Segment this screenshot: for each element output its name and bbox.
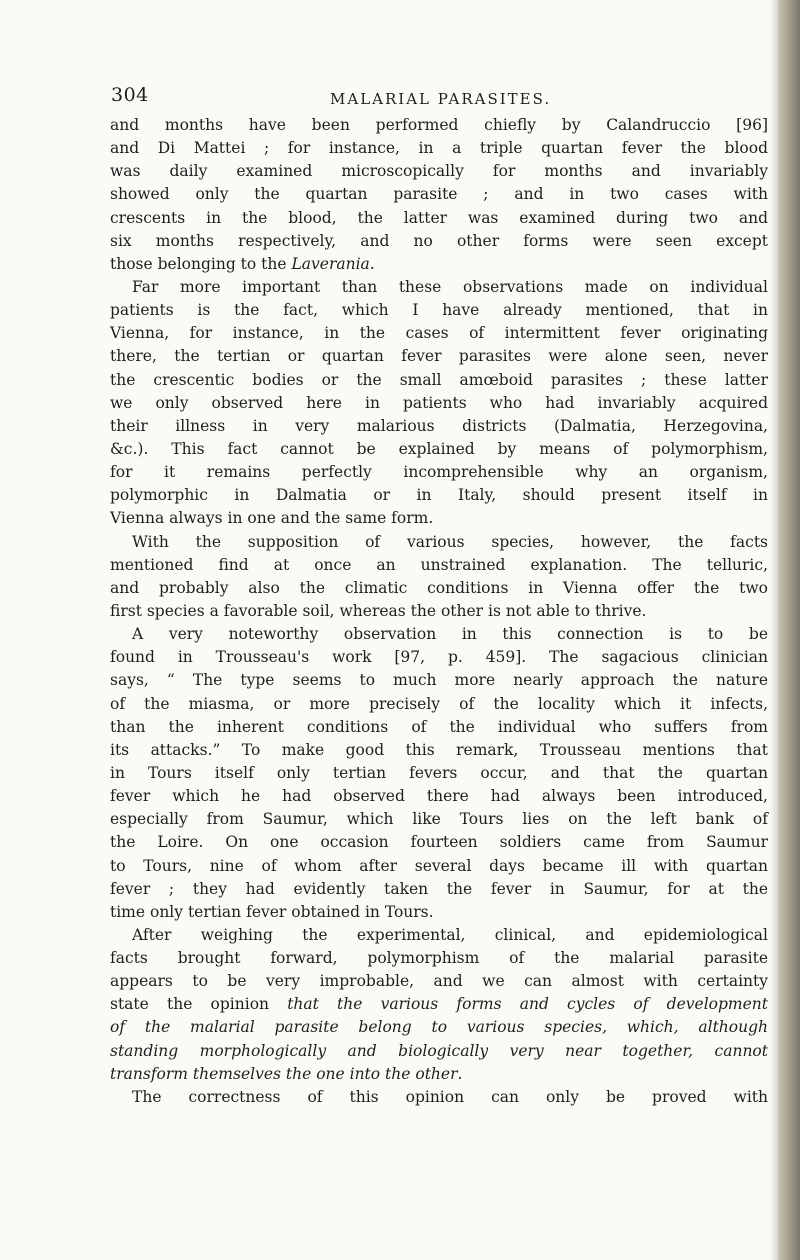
text-line: of the malarial parasite belong to various species, which, although [110,1018,768,1037]
text-line: to Tours, nine of whom after several days became ill with quartan [110,856,768,875]
page-edge [778,0,800,1260]
text-line: in Tours itself only tertian fevers occur, and that the quartan [110,763,768,782]
text-line: fever which he had observed there had always been introduced, [110,787,768,806]
text-line: especially from Saumur, which like Tours lies on the left bank of [110,810,768,829]
page-number: 304 [111,84,149,106]
text-body [110,114,768,1109]
italic-text: that the various forms and cycles of development [287,995,768,1014]
italic-text: Laverania [291,254,370,273]
text-line: time only tertian fever obtained in Tours. [110,902,434,921]
running-title: MALARIAL PARASITES. [330,90,552,108]
text-line: there, the tertian or quartan fever parasites were alone seen, never [110,347,768,366]
text-line: polymorphic in Dalmatia or in Italy, should present itself in [110,486,768,505]
text-line: says, “ The type seems to much more nearly approach the nature [110,671,768,690]
text-line: their illness in very malarious districts (Dalmatia, Herzegovina, [110,416,768,435]
text-line: facts brought forward, polymorphism of the malarial parasite [110,949,768,968]
text-line: Vienna, for instance, in the cases of intermittent fever originating [110,324,768,343]
page-shadow [770,0,778,1260]
text-line: A very noteworthy observation in this connection is to be [132,625,768,644]
text-line: transform themselves the one into the other. [110,1064,463,1083]
text-line: and Di Mattei ; for instance, in a triple quartan fever the blood [110,139,768,158]
text-line: Vienna always in one and the same form. [110,509,434,528]
text-line: and months have been performed chiefly by Calandruccio [96] [110,116,768,134]
text-line: state the opinion that the various forms and cycles of development [110,995,768,1014]
text-line: the crescentic bodies or the small amœboid parasites ; these latter [110,370,768,389]
text-line: crescents in the blood, the latter was examined during two and [110,208,768,227]
text-line: mentioned find at once an unstrained explanation. The telluric, [110,555,768,574]
text-line: With the supposition of various species, however, the facts [132,532,768,551]
text-line: patients is the fact, which I have already mentioned, that in [110,301,768,320]
text-line: for it remains perfectly incomprehensible why an organism, [110,463,768,482]
text-line: than the inherent conditions of the individual who suffers from [110,717,768,736]
text-line: six months respectively, and no other forms were seen except [110,231,768,250]
text-line: the Loire. On one occasion fourteen soldiers came from Saumur [110,833,768,852]
text-line: was daily examined microscopically for months and invariably [110,162,768,181]
text-line: After weighing the experimental, clinical, and epidemiological [132,925,768,944]
italic-text: transform themselves the one into the other [110,1064,458,1083]
text-line: showed only the quartan parasite ; and in two cases with [110,185,768,204]
text-line: found in Trousseau's work [97, p. 459]. The sagacious clinician [110,648,768,667]
text-line: Far more important than these observations made on individual [132,277,768,296]
text-line: first species a favorable soil, whereas the other is not able to thrive. [110,601,647,620]
text-line: its attacks.” To make good this remark, Trousseau mentions that [110,740,768,759]
text-line: The correctness of this opinion can only be proved with [132,1087,768,1106]
text-line: &c.). This fact cannot be explained by means of polymorphism, [110,439,768,458]
text-line: fever ; they had evidently taken the fever in Saumur, for at the [110,879,768,898]
text-line: we only observed here in patients who had invariably acquired [110,393,768,412]
text-line: standing morphologically and biologically very near together, cannot [110,1041,768,1060]
text-line: of the miasma, or more precisely of the locality which it infects, [110,694,768,713]
text-line: appears to be very improbable, and we can almost with certainty [110,972,768,991]
text-line: those belonging to the Laverania. [110,254,375,273]
text-line: and probably also the climatic conditions in Vienna offer the two [110,578,768,597]
